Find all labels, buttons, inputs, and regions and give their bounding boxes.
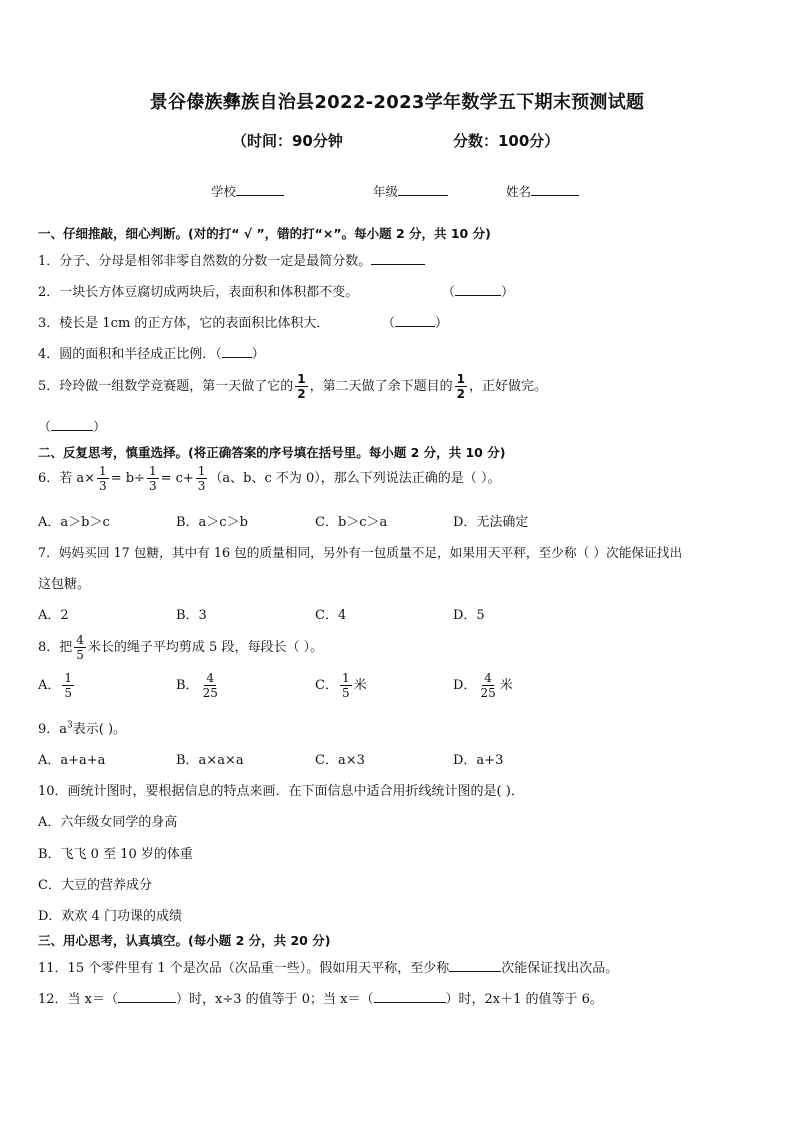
fraction <box>340 671 352 700</box>
numerator: 1 <box>197 464 206 478</box>
option-a[interactable]: A．a＞b＞c <box>38 515 110 530</box>
school-field <box>211 182 284 200</box>
option-b[interactable] <box>176 671 222 700</box>
fraction <box>295 372 307 401</box>
denominator: 3 <box>148 479 157 493</box>
name-label: 姓名 <box>506 184 532 199</box>
option-d[interactable]: D．欢欢 4 门功课的成绩 <box>38 909 182 924</box>
question-8 <box>38 633 323 662</box>
denominator: 5 <box>341 686 350 700</box>
fraction <box>97 464 109 493</box>
numerator: 1 <box>99 464 107 478</box>
question-11-text-b: 次能保证找出次品。 <box>501 961 619 976</box>
option-c[interactable]: C．a×3 <box>315 753 365 768</box>
question-11-text-a: 11．15 个零件里有 1 个是次品（次品重一些）。假如用天平称，至少称 <box>38 961 450 976</box>
option-label: B． <box>176 678 199 693</box>
answer-blank[interactable] <box>371 251 425 265</box>
page-title: 景谷傣族彝族自治县2022-2023学年数学五下期末预测试题 <box>149 92 645 113</box>
question-12-text-a: 12．当 x＝（ <box>38 992 119 1007</box>
answer-blank[interactable] <box>455 282 501 296</box>
fraction <box>62 671 74 700</box>
question-6-text-a: 6．若 a× <box>38 471 96 486</box>
option-label: C． <box>315 678 338 693</box>
denominator: 2 <box>456 387 466 401</box>
fraction <box>478 671 497 700</box>
denominator: 3 <box>99 479 107 493</box>
option-d[interactable] <box>453 671 513 700</box>
exponent: 3 <box>67 720 73 731</box>
question-3-text: 3．棱长是 1cm 的正方体，它的表面积比体积大． <box>38 316 330 331</box>
numerator: 4 <box>206 671 215 685</box>
option-b[interactable]: B．3 <box>176 608 207 623</box>
option-a[interactable]: A．a+a+a <box>38 753 106 768</box>
paren-left: （ <box>382 316 396 331</box>
grade-label: 年级 <box>373 184 399 199</box>
question-5-answer <box>38 416 106 435</box>
fraction <box>147 464 159 493</box>
denominator: 25 <box>480 686 496 700</box>
option-a[interactable]: A．六年级女同学的身高 <box>38 815 178 830</box>
question-12-text-b: ）时，x÷3 的值等于 0；当 x＝（ <box>176 992 374 1007</box>
answer-blank[interactable] <box>395 313 435 327</box>
question-1-text: 1．分子、分母是相邻非零自然数的分数一定是最简分数。 <box>38 254 372 269</box>
question-5-text-c: ，正好做完。 <box>469 379 548 394</box>
unit-label: 米 <box>353 678 367 693</box>
paren-left: （ <box>38 420 52 435</box>
answer-blank[interactable] <box>222 344 252 358</box>
time-label: （时间：90分钟 <box>232 132 343 150</box>
fraction <box>74 633 86 662</box>
option-c[interactable]: C．大豆的营养成分 <box>38 878 152 893</box>
option-d[interactable]: D．5 <box>453 608 485 623</box>
question-2-text: 2．一块长方体豆腐切成两块后，表面积和体积都不变。 <box>38 285 359 300</box>
denominator: 5 <box>76 648 84 662</box>
section-3-heading: 三、用心思考，认真填空。(每小题 2 分，共 20 分) <box>38 933 331 948</box>
question-6 <box>38 464 500 493</box>
option-b[interactable]: B．a×a×a <box>176 753 244 768</box>
option-c[interactable]: C．b＞c＞a <box>315 515 388 530</box>
option-d[interactable]: D．a+3 <box>453 753 504 768</box>
question-2-answer <box>442 281 514 300</box>
question-6-text-d: （a、b、c 不为 0），那么下列说法正确的是（ ）。 <box>209 471 501 486</box>
score-label: 分数：100分） <box>453 132 560 150</box>
question-7-line-1: 7．妈妈买回 17 包糖，其中有 16 包的质量相同，另外有一包质量不足，如果用天平秤，至少称（ ）次能保证找出 <box>38 545 683 560</box>
numerator: 1 <box>456 372 466 386</box>
question-7-line-2: 这包糖。 <box>38 577 91 592</box>
question-9-text-a: 9．a <box>38 722 68 737</box>
option-b[interactable]: B．a＞c＞b <box>176 515 248 530</box>
question-6-text-c: = c+ <box>160 471 194 486</box>
numerator: 4 <box>76 633 84 647</box>
option-a[interactable]: A．2 <box>38 608 69 623</box>
question-3 <box>38 312 329 331</box>
name-blank[interactable] <box>531 182 579 196</box>
answer-blank[interactable] <box>374 989 446 1003</box>
grade-blank[interactable] <box>398 182 448 196</box>
numerator: 1 <box>64 671 73 685</box>
paren-right: ） <box>251 347 265 362</box>
question-10: 10．画统计图时，要根据信息的特点来画．在下面信息中适合用折线统计图的是( )． <box>38 784 524 799</box>
option-c[interactable]: C．4 <box>315 608 347 623</box>
question-1 <box>38 250 425 269</box>
option-label: D． <box>453 678 477 693</box>
question-8-text-a: 8．把 <box>38 640 73 655</box>
name-field <box>506 182 579 200</box>
paren-left: （ <box>442 285 456 300</box>
grade-field <box>373 182 448 200</box>
option-b[interactable]: B．飞飞 0 至 10 岁的体重 <box>38 847 193 862</box>
question-9-text-b: 表示( )。 <box>72 722 127 737</box>
denominator: 25 <box>202 686 218 700</box>
denominator: 2 <box>297 387 306 401</box>
paren-right: ） <box>501 285 515 300</box>
question-4-text: 4．圆的面积和半径成正比例．（ <box>38 347 222 362</box>
denominator: 3 <box>197 479 206 493</box>
question-5 <box>38 372 547 401</box>
numerator: 4 <box>484 671 492 685</box>
question-8-text-b: 米长的绳子平均剪成 5 段，每段长（ ）。 <box>87 640 324 655</box>
question-12 <box>38 988 603 1007</box>
option-d[interactable]: D．无法确定 <box>453 515 529 530</box>
numerator: 1 <box>341 671 350 685</box>
answer-blank[interactable] <box>118 989 176 1003</box>
option-c[interactable] <box>315 671 367 700</box>
question-5-text-a: 5．玲玲做一组数学竞赛题，第一天做了它的 <box>38 379 294 394</box>
school-label: 学校 <box>211 184 237 199</box>
answer-blank[interactable] <box>51 417 93 431</box>
fraction <box>455 372 467 401</box>
section-1-heading: 一、仔细推敲，细心判断。(对的打“ √ ”，错的打“×”。每小题 2 分，共 10 分) <box>38 226 491 241</box>
question-3-answer <box>382 312 448 331</box>
question-11 <box>38 957 618 976</box>
question-6-text-b: = b÷ <box>110 471 145 486</box>
unit-label: 米 <box>499 678 513 693</box>
option-a[interactable] <box>38 671 76 700</box>
school-blank[interactable] <box>236 182 284 196</box>
option-label: A． <box>38 678 61 693</box>
question-12-text-c: ）时，2x＋1 的值等于 6。 <box>445 992 603 1007</box>
paren-right: ） <box>93 420 107 435</box>
denominator: 5 <box>64 686 73 700</box>
question-9 <box>38 718 126 737</box>
question-5-text-b: ，第二天做了余下题目的 <box>309 379 453 394</box>
fraction <box>196 464 208 493</box>
numerator: 1 <box>297 372 306 386</box>
paren-right: ） <box>435 316 449 331</box>
answer-blank[interactable] <box>449 958 501 972</box>
question-2 <box>38 281 358 300</box>
fraction <box>201 671 220 700</box>
numerator: 1 <box>148 464 157 478</box>
question-4 <box>38 343 265 362</box>
section-2-heading: 二、反复思考，慎重选择。(将正确答案的序号填在括号里。每小题 2 分，共 10 分) <box>38 445 506 460</box>
